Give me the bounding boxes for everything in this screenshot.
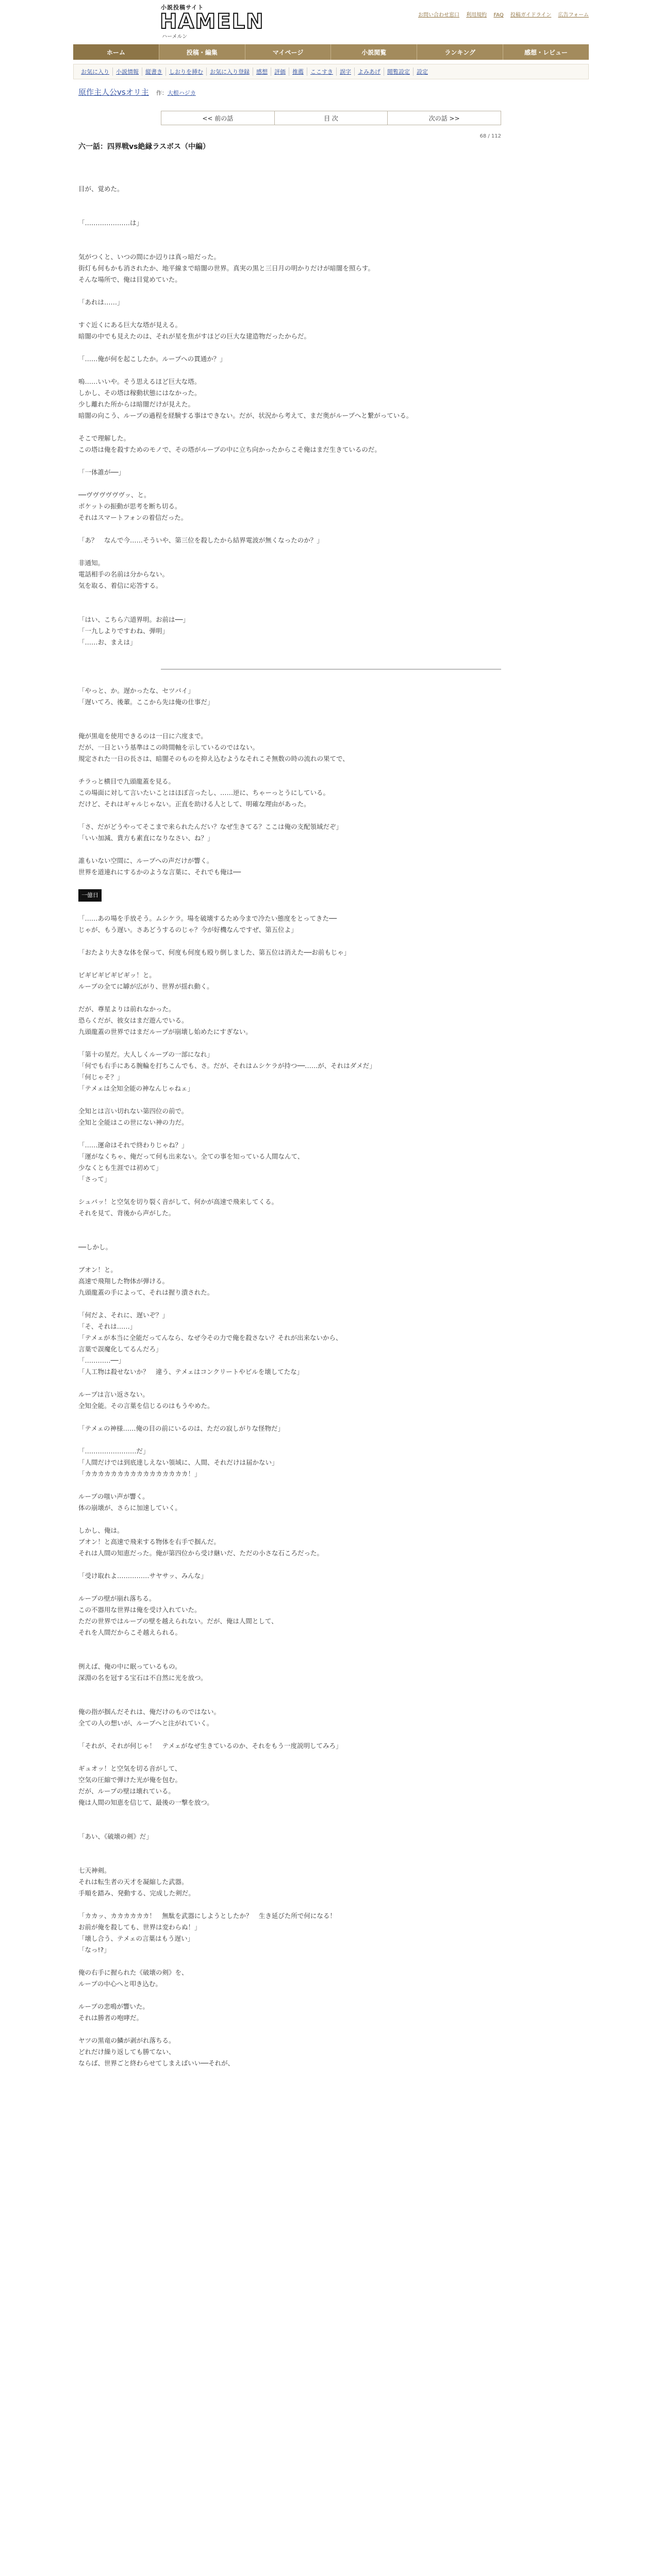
body-line bbox=[78, 1820, 584, 1831]
body-line: 高速で飛翔した物体が弾ける。 bbox=[78, 1277, 169, 1285]
body-line bbox=[78, 992, 584, 1004]
body-line: それは転生者の天才を凝縮した武器。 bbox=[78, 1878, 188, 1886]
body-line: ──ヴヴヴヴヴヴッ、と。 bbox=[78, 491, 151, 499]
body-line bbox=[78, 1298, 584, 1310]
novel-subnav bbox=[73, 64, 589, 79]
body-line bbox=[78, 1899, 584, 1910]
body-line: それを見て、背後から声がした。 bbox=[78, 1209, 175, 1217]
body-line: 「なっ!?」 bbox=[78, 1946, 110, 1954]
body-line: 「運がなくちゃ、俺だって何も出来ない。全ての事を知っている人間なんて、 bbox=[78, 1153, 304, 1160]
body-line bbox=[78, 765, 584, 776]
subnav-settings[interactable]: 設定 bbox=[417, 69, 428, 75]
body-line bbox=[78, 936, 584, 947]
body-line bbox=[78, 421, 584, 433]
author-link[interactable]: 大根ハジカ bbox=[167, 90, 196, 96]
body-line: そんな場所で、俺は目覚めていた。 bbox=[78, 276, 181, 283]
body-line: 例えば、俺の中に眠っているもの。 bbox=[78, 1663, 181, 1670]
body-line: 「それが、それが何じゃ！ テメェがなぜ生きているのか、それをもう一度説明してみろ」 bbox=[78, 1742, 342, 1750]
body-line: 空気の圧縮で弾けた光が俺を包む。 bbox=[78, 1776, 182, 1784]
body-line bbox=[78, 342, 584, 353]
body-part-2 bbox=[78, 685, 584, 878]
body-line bbox=[78, 1956, 584, 1967]
body-line: 俺の指が掴んだそれは、俺だけのものではない。 bbox=[78, 1708, 221, 1716]
body-line: それは勝者の咆哮だ。 bbox=[78, 2014, 143, 2022]
body-line: そこで理解した。 bbox=[78, 434, 130, 442]
body-line bbox=[78, 1434, 584, 1446]
gnav-home[interactable]: ホーム bbox=[73, 44, 159, 60]
body-line bbox=[78, 2024, 584, 2035]
body-line: 「カカッ、カカカカカカ！ 無駄を武器にしようとしたか？ 生き延びた所で何になる！ bbox=[78, 1912, 336, 1920]
body-line: 深淵の名を冠する宝石は不自然に光を放つ。 bbox=[78, 1674, 207, 1682]
body-line bbox=[78, 1638, 584, 1650]
body-line: この場面に対して言いたいことはほぼ言ったし、……逆に、ちゃーっとうにしている。 bbox=[78, 789, 330, 796]
body-line bbox=[78, 365, 584, 376]
body-line bbox=[78, 1219, 584, 1230]
body-line: 「さって」 bbox=[78, 1175, 111, 1183]
body-line bbox=[78, 708, 584, 719]
body-line: 全ての人の想いが、ループへと注がれていく。 bbox=[78, 1719, 213, 1727]
subnav-bookmark[interactable]: しおりを挿む bbox=[166, 67, 207, 76]
body-line: 「……あの場を手放そう。ムシケラ。場を破壊するため今まで冷たい態度をとってきた── bbox=[78, 914, 337, 922]
body-line bbox=[78, 1038, 584, 1049]
body-line: それを人間だからこそ越えられる。 bbox=[78, 1629, 182, 1636]
body-line: シュバッ！と空気を切り裂く音がして、何かが高速で飛来してくる。 bbox=[78, 1198, 278, 1206]
body-line: ポケットの振動が思考を断ち切る。 bbox=[78, 502, 181, 510]
body-line: 世界を道連れにするかのような言葉に、それでも俺は── bbox=[78, 868, 241, 876]
gnav-reviews[interactable]: 感想・レビュー bbox=[503, 44, 589, 60]
body-line: ヤツの黒竜の鱗が剥がれ落ちる。 bbox=[78, 2037, 175, 2044]
body-line bbox=[78, 844, 584, 855]
top-links bbox=[413, 10, 589, 18]
body-line: だけど、それはギャルじゃない。正直を助ける人として、明確な理由があった。 bbox=[78, 800, 310, 808]
body-line: 電話相手の名前は分からない。 bbox=[78, 570, 169, 578]
body-line: ブオン！と。 bbox=[78, 1266, 117, 1274]
body-line: 暗闇の向こう、ループの過程を経験する事はできない。だが、状況から考えて、まだ奥がループへと繋がっている。 bbox=[78, 412, 413, 419]
body-line bbox=[78, 1094, 584, 1106]
body-line bbox=[78, 1684, 584, 1695]
body-line bbox=[78, 1559, 584, 1570]
body-part-1 bbox=[78, 172, 584, 648]
subnav-read-aloud[interactable]: よみあげ bbox=[355, 67, 384, 76]
body-line: 街灯も何もかも消されたか、地平線まで暗闇の世界。真実の黒と三日月の明かりだけが暗闇を照らす。 bbox=[78, 264, 375, 272]
body-line bbox=[78, 1185, 584, 1196]
body-line: 言葉で誤魔化してるんだろ」 bbox=[78, 1345, 162, 1353]
prev-chapter-button[interactable]: << 前の話 bbox=[161, 111, 275, 125]
body-line: 九頭龍蓋の手によって、それは握り潰された。 bbox=[78, 1289, 214, 1296]
body-line: 「カカカカカカカカカカカカカカカカ！」 bbox=[78, 1470, 201, 1478]
body-line: 「人工物は殺せないか？ 違う、テメェはコンクリートやビルを壊してたな」 bbox=[78, 1368, 304, 1376]
body-line: ──しかし。 bbox=[78, 1243, 112, 1251]
body-line: 「遅いてろ、後輩。ここから先は俺の仕事だ」 bbox=[78, 698, 214, 706]
body-line: 全知と全能はこの世にない神の力だ。 bbox=[78, 1118, 188, 1126]
body-line: ならば、世界ごと終わらせてしまえばいい──それが、 bbox=[78, 2059, 235, 2067]
gnav-mypage[interactable]: マイページ bbox=[245, 44, 332, 60]
body-line: じゃが、もう遅い。さあどうするのじゃ？今が好機なんですぜ、第五位よ」 bbox=[78, 926, 297, 934]
body-line: それはスマートフォンの着信だった。 bbox=[78, 514, 188, 521]
body-line: 規定された一日の長さは、暗闇そのものを抑え込むようなそれこそ無数の時の流れの果てで、 bbox=[78, 755, 349, 762]
body-line: 「テメェの神様……俺の目の前にいるのは、ただの寂しがりな怪物だ」 bbox=[78, 1425, 285, 1432]
body-line: しかし、俺は。 bbox=[78, 1527, 124, 1534]
body-line: 嗚……いいや。そう思えるほど巨大な塔。 bbox=[78, 378, 201, 385]
body-line bbox=[78, 1695, 584, 1706]
body-line: ループの嗤い声が響く。 bbox=[78, 1493, 149, 1500]
body-line bbox=[78, 1990, 584, 2001]
body-line: しかし、その塔は稼動状態にはなかった。 bbox=[78, 389, 201, 397]
body-line: 目が、覚めた。 bbox=[78, 185, 124, 193]
top-link-guidelines[interactable]: 投稿ガイドライン bbox=[510, 12, 552, 18]
top-link-ads[interactable]: 広告フォーム bbox=[558, 12, 589, 18]
body-line: 全知とは言い切れない第四位の前で。 bbox=[78, 1107, 188, 1115]
body-line: 誰もいない空間に、ループへの声だけが響く。 bbox=[78, 857, 213, 865]
subnav-typo[interactable]: 誤字 bbox=[337, 67, 355, 76]
body-line: それは人間の知恵だった。俺が第四位から受け継いだ、ただの小さな石ころだった。 bbox=[78, 1549, 324, 1557]
logo-kana: ハーメルン bbox=[162, 34, 188, 40]
body-line: 「何じゃそ？」 bbox=[78, 1073, 124, 1081]
body-line bbox=[78, 1854, 584, 1865]
body-line: 「一体誰が──」 bbox=[78, 468, 125, 476]
global-nav bbox=[73, 44, 589, 60]
body-line: 俺の右手に握られた《破壊の剣》を、 bbox=[78, 1969, 188, 1976]
episode-title: 六一話：四界戦vs絶縁ラスボス（中編） bbox=[78, 143, 210, 151]
chapter-nav bbox=[161, 111, 501, 125]
body-line: 「……………………だ」 bbox=[78, 1447, 150, 1455]
body-line bbox=[78, 1752, 584, 1763]
top-link-contact[interactable]: お問い合わせ窓口 bbox=[418, 12, 459, 18]
body-line: 「いい加減、貴方も素直になりなさい、ね？」 bbox=[78, 834, 214, 842]
body-line: 少し離れた所からは暗闇だけが見えた。 bbox=[78, 400, 195, 408]
body-line: 気を取る、着信に応答する。 bbox=[78, 582, 162, 589]
body-line bbox=[78, 308, 584, 319]
subnav-rating[interactable]: 評価 bbox=[271, 67, 289, 76]
body-line bbox=[78, 958, 584, 970]
body-line: 「一九しよりですわね、弾明」 bbox=[78, 627, 169, 635]
body-line: 「人間だけでは到底達しえない領域に、人間、それだけは届かない」 bbox=[78, 1459, 278, 1466]
body-line: 「あれは……」 bbox=[78, 298, 124, 306]
body-line: どれだけ繰り返しても勝てない、 bbox=[78, 2048, 175, 2056]
body-line bbox=[78, 1808, 584, 1820]
subnav-vertical[interactable]: 縦書き bbox=[142, 67, 166, 76]
body-line: 「受け取れよ……………サヤサッ、みんな」 bbox=[78, 1572, 207, 1580]
body-line bbox=[78, 546, 584, 557]
logo-wordmark: HAMELN bbox=[160, 10, 264, 33]
body-line: 俺が黒竜を使用できるのは一日に六度まで。 bbox=[78, 732, 207, 740]
body-line bbox=[78, 240, 584, 251]
body-line bbox=[78, 1650, 584, 1661]
body-line: 「やっと、か。遅かったな、セツバイ」 bbox=[78, 687, 194, 694]
body-line bbox=[78, 1582, 584, 1593]
toc-button[interactable]: 目 次 bbox=[275, 111, 388, 125]
page-count: 68 / 112 bbox=[479, 133, 501, 139]
body-line: 俺は人間の知恵を信じて、最後の一撃を放つ。 bbox=[78, 1799, 213, 1806]
body-line: 「第十の星だ。大人しくループの一部になれ」 bbox=[78, 1050, 213, 1058]
body-line: 「…………──」 bbox=[78, 1357, 125, 1364]
body-line: 「テメェは全知全能の神なんじゃねェ」 bbox=[78, 1084, 194, 1092]
logo-subtitle: 小説投稿サイト bbox=[161, 4, 204, 11]
body-line: 「……運命はそれで終わりじゃね？」 bbox=[78, 1141, 188, 1149]
author-label: 作： bbox=[156, 90, 168, 96]
body-line: 恐らくだが、彼女はまだ遊んでいる。 bbox=[78, 1016, 188, 1024]
body-line: 体の崩壊が、さらに加速していく。 bbox=[78, 1504, 181, 1512]
body-line: 全知全能。その言葉を信じるのはもうやめた。 bbox=[78, 1402, 214, 1410]
body-line bbox=[78, 195, 584, 206]
section-label: 一億日 bbox=[78, 889, 102, 902]
top-link-terms[interactable]: 利用規約 bbox=[466, 12, 487, 18]
body-line: この不器用な世界は俺を受け入れていた。 bbox=[78, 1606, 201, 1614]
body-line bbox=[78, 455, 584, 467]
subnav-comments[interactable]: 感想 bbox=[253, 67, 271, 76]
body-line: 「…………………は」 bbox=[78, 219, 143, 227]
subnav-novel-info[interactable]: 小説情報 bbox=[113, 67, 142, 76]
body-line: 少なくとも生涯では初めて」 bbox=[78, 1164, 162, 1172]
body-line: 「おたより大きな体を保って、何度も何度も殴り倒しました、第五位は消えた──お前もじゃ」 bbox=[78, 948, 351, 956]
subnav-favorites[interactable]: お気に入り bbox=[78, 67, 113, 76]
body-line bbox=[78, 1128, 584, 1140]
body-line bbox=[78, 1842, 584, 1854]
body-line bbox=[78, 172, 584, 183]
body-line: 「そ、それは……」 bbox=[78, 1323, 137, 1330]
body-line: だが、ループの壁は壊れている。 bbox=[78, 1787, 175, 1795]
body-line bbox=[78, 1480, 584, 1491]
novel-title-row bbox=[73, 87, 589, 97]
gnav-post-edit[interactable]: 投稿・編集 bbox=[159, 44, 245, 60]
body-line bbox=[78, 1729, 584, 1740]
main-content bbox=[73, 79, 589, 2069]
body-line: 「あい、《破壊の剣》だ」 bbox=[78, 1833, 153, 1840]
body-line: 七天神剣。 bbox=[78, 1867, 111, 1874]
body-line: 「何だよ、それに、遅いぞ？」 bbox=[78, 1311, 169, 1319]
body-line bbox=[78, 229, 584, 240]
gnav-browse[interactable]: 小説閲覧 bbox=[331, 44, 417, 60]
body-line bbox=[78, 1412, 584, 1423]
body-line: ビギビギビギビギッ！と。 bbox=[78, 971, 156, 979]
body-line bbox=[78, 603, 584, 614]
subnav-view-settings[interactable]: 閲覧設定 bbox=[384, 67, 413, 76]
body-line bbox=[78, 1514, 584, 1525]
body-line: 「はい、こちら六道界明。お前は──」 bbox=[78, 616, 190, 623]
subnav-add-favorite[interactable]: お気に入り登録 bbox=[207, 67, 253, 76]
site-logo[interactable] bbox=[160, 3, 264, 41]
body-line: ループの中心へと叩き込む。 bbox=[78, 1980, 162, 1988]
subnav-kokosuki[interactable]: ここすき bbox=[307, 67, 337, 76]
body-line: だが、尊星よりは前れなかった。 bbox=[78, 1005, 175, 1013]
gnav-ranking[interactable]: ランキング bbox=[417, 44, 503, 60]
body-line bbox=[78, 285, 584, 297]
body-part-3 bbox=[78, 913, 584, 2069]
body-line: ループは言い返さない。 bbox=[78, 1391, 149, 1398]
body-line bbox=[78, 1253, 584, 1264]
next-chapter-button[interactable]: 次の話 >> bbox=[388, 111, 501, 125]
body-line: ギュオッ！と空気を切る音がして、 bbox=[78, 1765, 181, 1772]
body-line bbox=[78, 1230, 584, 1242]
body-line bbox=[78, 1378, 584, 1389]
novel-title-link[interactable]: 原作主人公vsオリ主 bbox=[78, 88, 149, 97]
body-line: 手順を踏み、発動する、完成した剣だ。 bbox=[78, 1889, 195, 1897]
body-line: 「……お、まえは」 bbox=[78, 638, 137, 646]
body-line bbox=[78, 206, 584, 217]
body-line: だが、一日という基準はこの時間軸を示しているのではない。 bbox=[78, 743, 259, 751]
body-line: ループの悲鳴が響いた。 bbox=[78, 2003, 149, 2010]
body-line: この塔は俺を殺すためのモノで、その塔がループの中に立ち向かったからこそ俺はまだ生きているのだ。 bbox=[78, 446, 381, 453]
body-line: 「あ？ なんで今……そういや、第三位を殺したから結界電波が無くなったのか？」 bbox=[78, 536, 323, 544]
top-link-faq[interactable]: FAQ bbox=[493, 12, 504, 18]
body-line: ループの壁が崩れ落ちる。 bbox=[78, 1595, 156, 1602]
body-line: 「さ、だがどうやってそこまで来られたんだい？なぜ生きてる？ここは俺の支配領域だぞ」 bbox=[78, 823, 343, 831]
novel-body bbox=[73, 151, 589, 2069]
body-line: すぐ近くにある巨大な塔が見える。 bbox=[78, 321, 182, 329]
body-line: 非通知。 bbox=[78, 559, 105, 567]
section-divider bbox=[161, 669, 501, 670]
body-line bbox=[78, 523, 584, 535]
body-line: 「何でも右手にある腕輪を打ちこんでも、さ。だが、それはムシケラが持つ──……が、それはダメだ」 bbox=[78, 1062, 376, 1070]
body-line bbox=[78, 810, 584, 821]
body-line bbox=[78, 478, 584, 489]
body-line: ブオン！と高速で飛来する物体を右手で掴んだ。 bbox=[78, 1538, 220, 1546]
body-line: 「壊し合う、テメェの言葉はもう遅い」 bbox=[78, 1935, 194, 1942]
body-line: 「……俺が何を起こしたか。ループへの貫通か？」 bbox=[78, 355, 226, 363]
subnav-recommend[interactable]: 推薦 bbox=[289, 67, 307, 76]
body-line: ただの世界ではループの壁を越えられない。だが、俺は人間として、 bbox=[78, 1617, 278, 1625]
body-line: 気がつくと、いつの間にか辺りは真っ暗だった。 bbox=[78, 253, 221, 261]
body-line: ループの全てに罅が広がり、世界が揺れ動く。 bbox=[78, 982, 213, 990]
body-line: 「テメェが本当に全能だってんなら、なぜ今その力で俺を殺さない？それが出来ないから、 bbox=[78, 1334, 342, 1342]
body-line: 暗闇の中でも見えたのは、それが星を焦がすほどの巨大な建造物だったからだ。 bbox=[78, 332, 311, 340]
body-line: チラっと横目で九頭龍蓋を見る。 bbox=[78, 777, 175, 785]
body-line: 九頭龍蓋の世界ではまだループが崩壊し始めたにすぎない。 bbox=[78, 1028, 252, 1036]
body-line bbox=[78, 591, 584, 603]
body-line: お前が俺を殺しても、世界は変わらぬ！」 bbox=[78, 1923, 201, 1931]
body-line bbox=[78, 719, 584, 731]
site-header bbox=[73, 0, 589, 44]
